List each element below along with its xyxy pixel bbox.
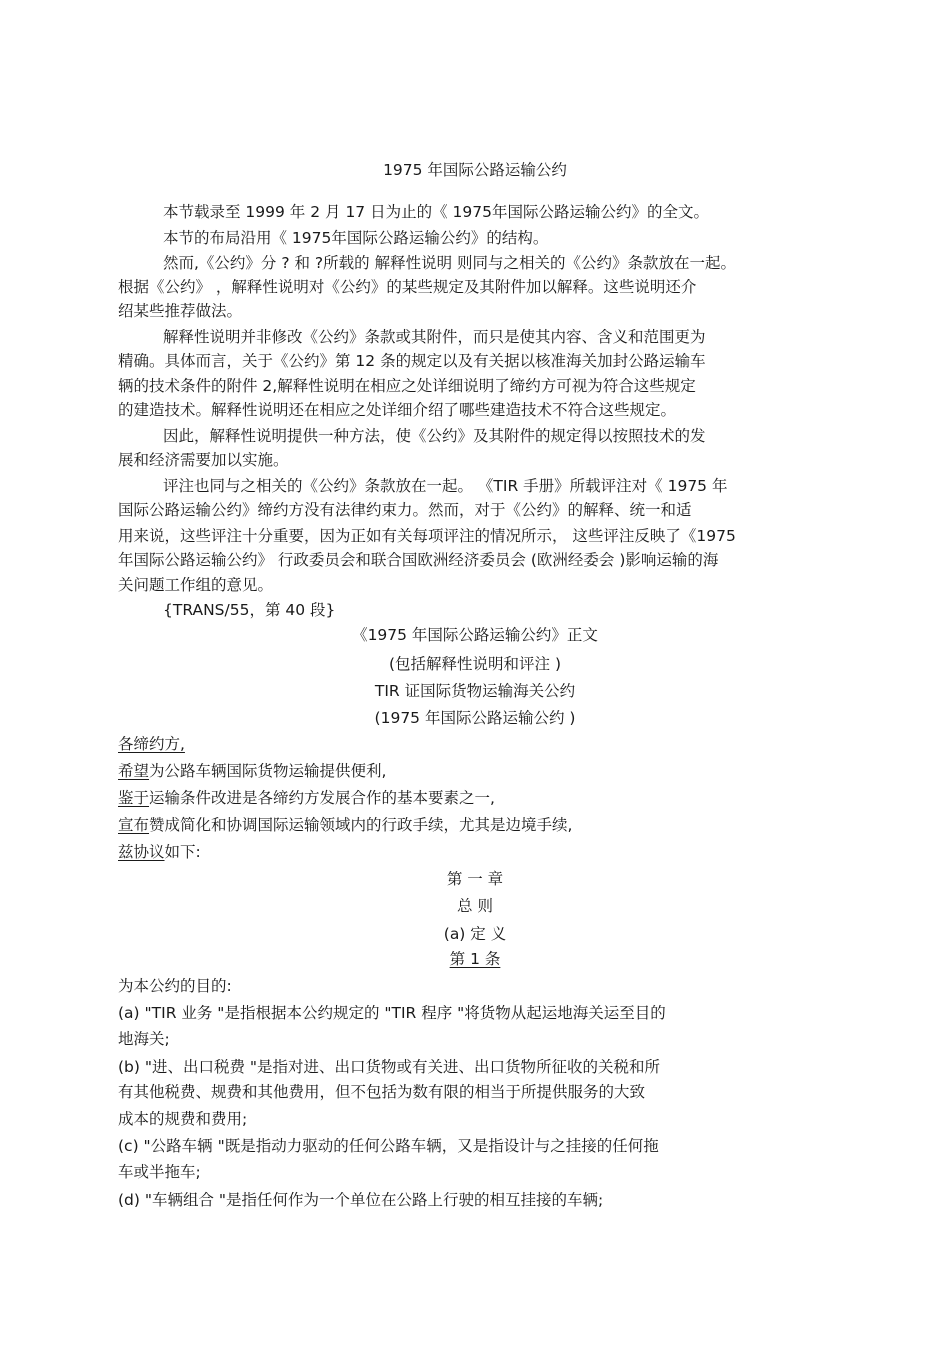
- preamble-keyword: 希望: [118, 762, 150, 780]
- body-heading-line: (1975 年国际公路运输公约 ): [374, 709, 576, 727]
- definition-a-line: 地海关;: [118, 1030, 170, 1048]
- body-heading-line: (包括解释性说明和评注 ): [388, 655, 562, 673]
- intro-paragraph-4-line: 解释性说明并非修改《公约》条款或其附件，而只是使其内容、含义和范围更为: [163, 328, 706, 346]
- definition-b-line: (b) "进、出口税费 "是指对进、出口货物或有关进、出口货物所征收的关税和所: [118, 1058, 661, 1076]
- intro-paragraph-4-line: 的建造技术。解释性说明还在相应之处详细介绍了哪些建造技术不符合这些规定。: [118, 401, 677, 419]
- definition-c-line: (c) "公路车辆 "既是指动力驱动的任何公路车辆，又是指设计与之挂接的任何拖: [118, 1137, 659, 1155]
- intro-paragraph-5-line: 展和经济需要加以实施。: [118, 451, 289, 469]
- chapter-title: 总 则: [457, 897, 493, 915]
- preamble-line: [118, 842, 201, 862]
- reference-note: {TRANS/55，第 40 段}: [163, 601, 336, 619]
- preamble-keyword: 兹协议: [118, 843, 165, 861]
- chapter-heading: 第 一 章: [446, 870, 504, 888]
- preamble-text: 运输条件改进是各缔约方发展合作的基本要素之一,: [149, 789, 495, 807]
- preamble-line: [118, 761, 386, 781]
- preamble-keyword: 各缔约方,: [118, 735, 185, 753]
- intro-paragraph-3-line: 根据《公约》 ，解释性说明对《公约》的某些规定及其附件加以解释。这些说明还介: [118, 278, 697, 296]
- preamble-text: 如下:: [164, 843, 201, 861]
- intro-paragraph-6-line: 评注也同与之相关的《公约》条款放在一起。 《TIR 手册》所载评注对《 1975 年: [163, 477, 728, 495]
- definition-b-line: 成本的规费和费用;: [118, 1110, 248, 1128]
- article-heading: 第 1 条: [449, 950, 501, 968]
- intro-paragraph-1: 本节载录至 1999 年 2 月 17 日为止的《 1975年国际公路运输公约》的全文。: [163, 203, 709, 221]
- intro-paragraph-4-line: 精确。具体而言，关于《公约》第 12 条的规定以及有关据以核准海关加封公路运输车: [118, 352, 706, 370]
- body-heading-line: TIR 证国际货物运输海关公约: [374, 682, 576, 700]
- section-heading: (a) 定 义: [443, 925, 507, 943]
- article-heading-wrap: [0, 949, 950, 969]
- document-title: 1975 年国际公路运输公约: [383, 161, 567, 179]
- preamble-text: 赞成简化和协调国际运输领域内的行政手续，尤其是边境手续,: [149, 816, 573, 834]
- preamble-line: [118, 815, 572, 835]
- preamble-line: [118, 788, 495, 808]
- definition-b-line: 有其他税费、规费和其他费用，但不包括为数有限的相当于所提供服务的大致: [118, 1083, 646, 1101]
- preamble-keyword: 鉴于: [118, 789, 150, 807]
- intro-paragraph-4-line: 辆的技术条件的附件 2,解释性说明在相应之处详细说明了缔约方可视为符合这些规定: [118, 377, 696, 395]
- preamble-line: [118, 734, 185, 754]
- intro-paragraph-5-line: 因此，解释性说明提供一种方法，使《公约》及其附件的规定得以按照技术的发: [163, 427, 706, 445]
- intro-paragraph-6-line: 关问题工作组的意见。: [118, 576, 274, 594]
- definition-c-line: 车或半拖车;: [118, 1163, 201, 1181]
- intro-paragraph-6-line: 年国际公路运输公约》 行政委员会和联合国欧洲经济委员会 (欧洲经委会 )影响运输的海: [118, 551, 719, 569]
- body-heading-line: 《1975 年国际公路运输公约》正文: [352, 626, 598, 644]
- article-intro: 为本公约的目的:: [118, 977, 232, 995]
- preamble-text: 为公路车辆国际货物运输提供便利,: [149, 762, 387, 780]
- intro-paragraph-3-line: 然而,《公约》分 ? 和 ?所载的 解释性说明 则同与之相关的《公约》条款放在一起。: [163, 254, 737, 272]
- intro-paragraph-2: 本节的布局沿用《 1975年国际公路运输公约》的结构。: [163, 229, 549, 247]
- intro-paragraph-6-line: 国际公路运输公约》缔约方没有法律约束力。然而，对于《公约》的解释、统一和适: [118, 501, 692, 519]
- definition-d-line: (d) "车辆组合 "是指任何作为一个单位在公路上行驶的相互挂接的车辆;: [118, 1191, 604, 1209]
- intro-paragraph-6-line: 用来说，这些评注十分重要，因为正如有关每项评注的情况所示， 这些评注反映了《1975: [118, 527, 736, 545]
- intro-paragraph-3-line: 绍某些推荐做法。: [118, 302, 243, 320]
- preamble-keyword: 宣布: [118, 816, 150, 834]
- definition-a-line: (a) "TIR 业务 "是指根据本公约规定的 "TIR 程序 "将货物从起运地海关运至目的: [118, 1004, 666, 1022]
